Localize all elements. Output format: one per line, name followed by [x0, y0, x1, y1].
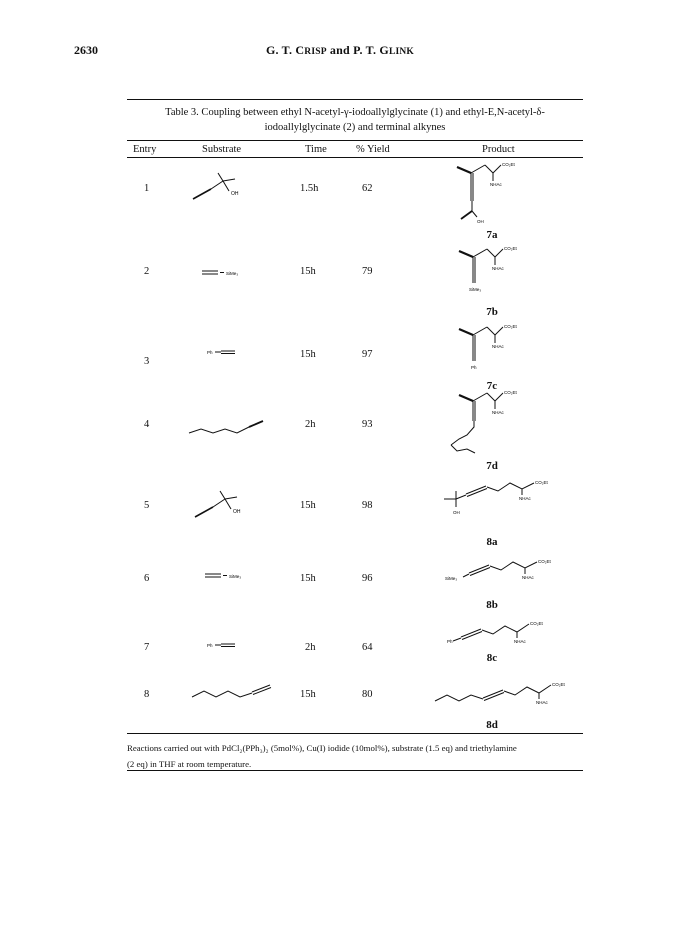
- product-label-8a: 8a: [486, 536, 498, 548]
- entry-5: 5: [144, 500, 150, 511]
- substrate-structure-1: [191, 171, 251, 201]
- table-bottom-rule: [127, 733, 583, 734]
- co2et-label: CO₂Et: [504, 324, 517, 329]
- time-2: 15h: [300, 266, 316, 277]
- tms-label: SiMe₃: [229, 574, 242, 579]
- oh-label: OH: [453, 510, 460, 515]
- ph-label: Ph: [207, 350, 213, 355]
- nhac-label: NHAc: [519, 496, 531, 501]
- ph-label: Ph: [447, 639, 453, 644]
- nhac-label: NHAc: [514, 639, 526, 644]
- time-5: 15h: [300, 500, 316, 511]
- product-label-7d: 7d: [486, 460, 498, 472]
- nhac-label: NHAc: [492, 266, 504, 271]
- ph-label: Ph: [471, 365, 477, 370]
- product-structure-8b: [445, 554, 565, 589]
- product-label-7b: 7b: [486, 306, 498, 318]
- col-head-product: Product: [482, 144, 515, 155]
- substrate-structure-4: [187, 419, 267, 439]
- product-label-8c: 8c: [486, 652, 498, 664]
- time-3: 15h: [300, 349, 316, 360]
- substrate-structure-2: [200, 265, 260, 279]
- yield-8: 80: [362, 689, 373, 700]
- nhac-label: NHAc: [492, 344, 504, 349]
- yield-5: 98: [362, 500, 373, 511]
- caption-line-1: Table 3. Coupling between ethyl N-acetyl-γ-iodoallylglycinate (1) and ethyl-E,N-acetyl-δ-: [165, 107, 545, 118]
- footnote-bottom-rule: [127, 770, 583, 771]
- time-1: 1.5h: [300, 183, 319, 194]
- nhac-label: NHAc: [536, 700, 548, 705]
- product-structure-8c: [447, 614, 567, 649]
- co2et-label: CO₂Et: [530, 621, 543, 626]
- yield-7: 64: [362, 642, 373, 653]
- entry-7: 7: [144, 642, 150, 653]
- yield-4: 93: [362, 419, 373, 430]
- entry-1: 1: [144, 183, 150, 194]
- table-footnote: [127, 740, 583, 772]
- co2et-label: CO₂Et: [504, 390, 517, 395]
- time-4: 2h: [305, 419, 316, 430]
- col-head-substrate: Substrate: [202, 144, 242, 155]
- co2et-label: CO₂Et: [504, 246, 517, 251]
- nhac-label: NHAc: [492, 410, 504, 415]
- substrate-structure-6: [203, 568, 263, 582]
- co2et-label: CO₂Et: [502, 162, 515, 167]
- time-8: 15h: [300, 689, 316, 700]
- product-structure-8d: [433, 673, 573, 708]
- substrate-structure-5: [193, 489, 253, 519]
- oh-label: OH: [231, 191, 239, 197]
- product-label-8d: 8d: [486, 719, 498, 731]
- author-prefix: G. T. C: [265, 43, 305, 57]
- table-top-rule: [127, 99, 583, 100]
- col-head-yield: % Yield: [356, 144, 390, 155]
- time-7: 2h: [305, 642, 316, 653]
- product-structure-7c: [457, 321, 537, 373]
- substrate-structure-3: [207, 345, 257, 359]
- footnote-line-1: Reactions carried out with PdCl₂(PPh₃)₂ (5mol%), Cu(I) iodide (10mol%), substrate (1.5 eq) and triethylamine: [127, 743, 517, 753]
- nhac-label: NHAc: [490, 182, 502, 187]
- footnote-line-2: (2 eq) in THF at room temperature.: [127, 759, 252, 769]
- yield-6: 96: [362, 573, 373, 584]
- product-structure-8a: [442, 477, 562, 522]
- product-structure-7d: [447, 387, 547, 457]
- author-mid: and P. T. G: [326, 43, 389, 57]
- entry-4: 4: [144, 419, 150, 430]
- product-label-8b: 8b: [486, 599, 498, 611]
- caption-line-2: iodoallylglycinate (2) and terminal alkynes: [264, 122, 446, 133]
- author-smallcaps-2: LINK: [388, 47, 415, 57]
- nhac-label: NHAc: [522, 575, 534, 580]
- header-bottom-rule: [127, 157, 583, 158]
- tms-label: SiMe₃: [445, 576, 458, 581]
- running-head: [0, 43, 680, 58]
- yield-2: 79: [362, 266, 373, 277]
- substrate-structure-8: [190, 681, 280, 703]
- oh-label: OH: [233, 509, 241, 515]
- entry-8: 8: [144, 689, 150, 700]
- entry-3: 3: [144, 356, 150, 367]
- table-caption: [127, 105, 583, 135]
- col-head-time: Time: [305, 144, 327, 155]
- tms-label: SiMe₃: [226, 271, 239, 276]
- entry-6: 6: [144, 573, 150, 584]
- yield-3: 97: [362, 349, 373, 360]
- yield-1: 62: [362, 183, 373, 194]
- substrate-structure-7: [207, 638, 257, 652]
- co2et-label: CO₂Et: [535, 480, 548, 485]
- co2et-label: CO₂Et: [538, 559, 551, 564]
- co2et-label: CO₂Et: [552, 682, 565, 687]
- page-number: 2630: [74, 43, 98, 57]
- product-structure-7b: [457, 243, 537, 295]
- product-label-7c: 7c: [486, 380, 498, 392]
- oh-label: OH: [477, 219, 484, 224]
- ph-label: Ph: [207, 643, 213, 648]
- header-top-rule: [127, 140, 583, 141]
- entry-2: 2: [144, 266, 150, 277]
- product-structure-7a: [455, 159, 545, 229]
- col-head-entry: Entry: [133, 144, 157, 155]
- author-smallcaps-1: RISP: [304, 47, 327, 57]
- product-label-7a: 7a: [486, 229, 498, 241]
- tms-label: SiMe₃: [469, 287, 482, 292]
- time-6: 15h: [300, 573, 316, 584]
